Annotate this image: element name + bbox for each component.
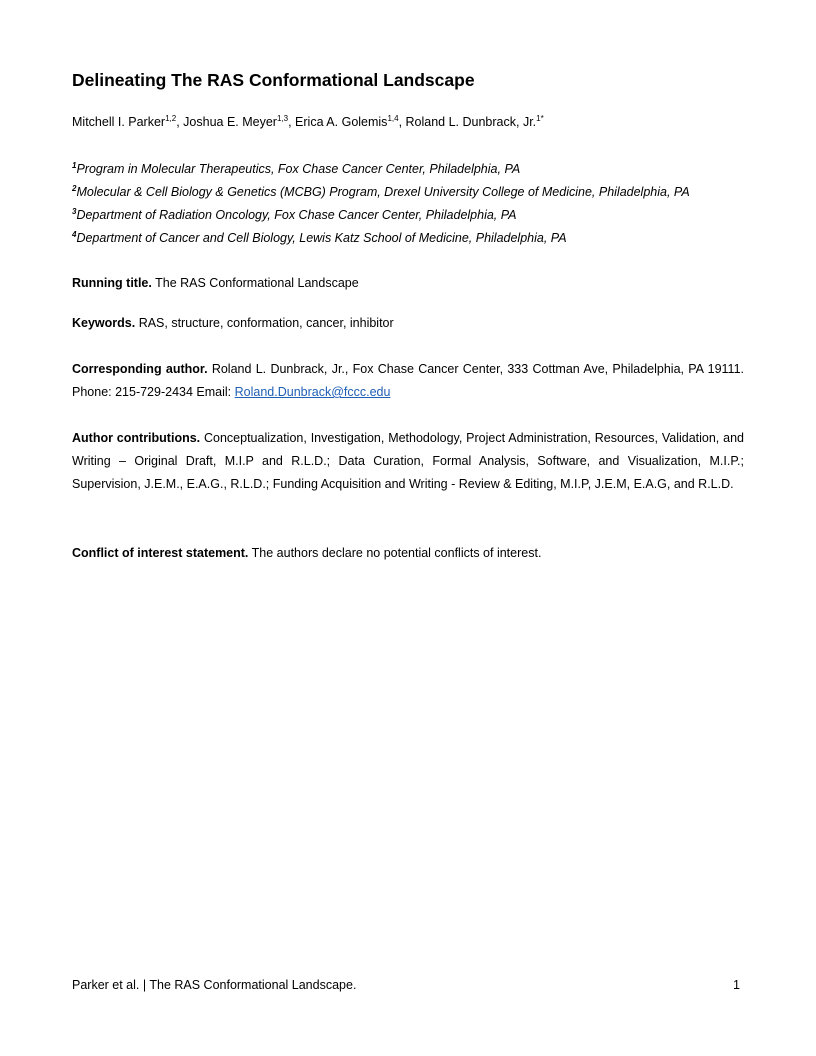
corresponding-author-text: Roland L. Dunbrack, Jr., Fox Chase Cancer Center, 333 Cottman Ave, Philadelphia, PA 19111. Phone: 215-729-2434 Email:	[72, 362, 744, 399]
page-number: 1	[733, 978, 740, 992]
corresponding-author-section	[72, 358, 744, 404]
author-name: Joshua E. Meyer	[183, 115, 277, 129]
author-name: Roland L. Dunbrack, Jr.	[405, 115, 537, 129]
conflict-of-interest-text: The authors declare no potential conflicts of interest.	[248, 546, 542, 560]
conflict-of-interest-label: Conflict of interest statement.	[72, 546, 249, 560]
author-affiliation-marker: 1*	[536, 114, 544, 123]
author-separator: ,	[398, 115, 406, 129]
affiliation-number: 1	[72, 161, 77, 170]
author-separator: ,	[176, 115, 184, 129]
affiliation-text: Department of Radiation Oncology, Fox Chase Cancer Center, Philadelphia, PA	[76, 208, 517, 222]
keywords-section	[72, 312, 744, 335]
author-contributions-text: Conceptualization, Investigation, Methodology, Project Administration, Resources, Validation, and Writing – Original Draft, M.I.P and R.L.D.; Data Curation, Formal Analysis, Software, and Visualization, M.I.P.; Supervision, J.E.M., E.A.G., R.L.D.; Funding Acquisition and Writing - Review & Editing, M.I.P, J.E.M, E.A.G, and R.L.D.	[72, 431, 744, 491]
running-title-label: Running title.	[72, 276, 152, 290]
affiliation-text: Department of Cancer and Cell Biology, Lewis Katz School of Medicine, Philadelphia, PA	[76, 231, 567, 245]
paper-page	[72, 0, 744, 1056]
email-link[interactable]: Roland.Dunbrack@fccc.edu	[234, 385, 391, 399]
keywords-label: Keywords.	[72, 316, 136, 330]
running-title-text: The RAS Conformational Landscape	[151, 276, 359, 290]
corresponding-author-label: Corresponding author.	[72, 362, 208, 376]
conflict-of-interest-section	[72, 542, 744, 565]
affiliation-number: 2	[72, 184, 77, 193]
affiliation-list	[72, 159, 744, 251]
author-contributions-section	[72, 427, 744, 496]
running-title-section	[72, 272, 744, 295]
affiliation-number: 3	[72, 207, 77, 216]
affiliation-text: Program in Molecular Therapeutics, Fox Chase Cancer Center, Philadelphia, PA	[76, 162, 521, 176]
affiliation-item	[72, 205, 744, 228]
affiliation-item	[72, 159, 744, 182]
affiliation-item	[72, 228, 744, 251]
affiliation-text: Molecular & Cell Biology & Genetics (MCBG) Program, Drexel University College of Medicine, Philadelphia, PA	[76, 185, 690, 199]
author-affiliation-marker: 1,2	[165, 114, 177, 123]
keywords-text: RAS, structure, conformation, cancer, inhibitor	[135, 316, 394, 330]
author-name: Mitchell I. Parker	[72, 115, 166, 129]
author-name: Erica A. Golemis	[295, 115, 388, 129]
author-contributions-label: Author contributions.	[72, 431, 201, 445]
author-separator: ,	[288, 115, 296, 129]
paper-title: Delineating The RAS Conformational Landscape	[72, 70, 475, 90]
author-affiliation-marker: 1,4	[387, 114, 399, 123]
author-affiliation-marker: 1,3	[276, 114, 289, 123]
affiliation-number: 4	[72, 230, 77, 239]
affiliation-item	[72, 182, 744, 205]
author-list	[72, 115, 544, 129]
footer-running-header: Parker et al. | The RAS Conformational Landscape.	[72, 978, 357, 992]
